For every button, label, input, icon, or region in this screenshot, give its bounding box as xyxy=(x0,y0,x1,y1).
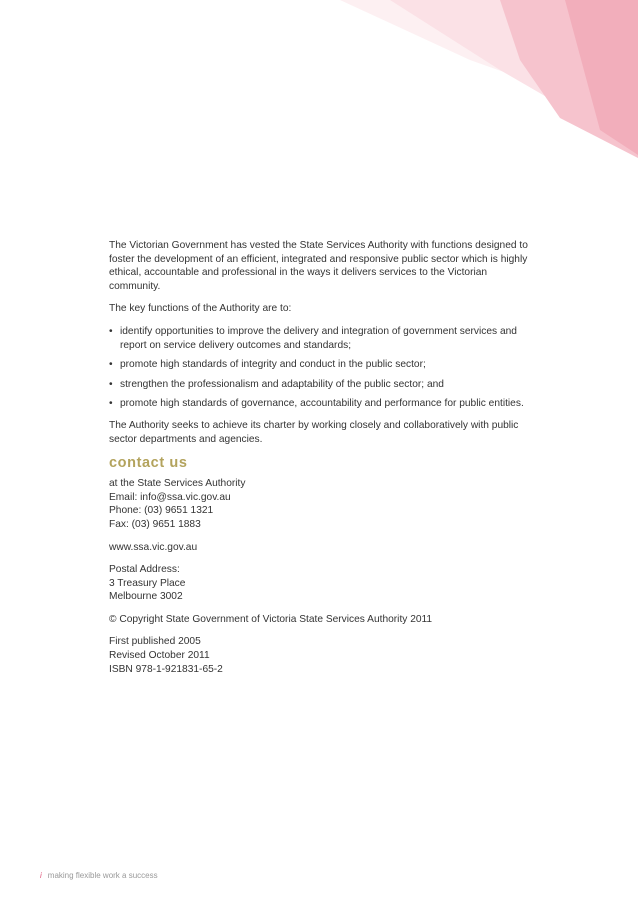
charter-paragraph: The Authority seeks to achieve its charter by working closely and collaboratively with public sector departments and agencies. xyxy=(109,419,519,445)
contact-phone: Phone: (03) 9651 1321 xyxy=(109,505,214,517)
first-published: First published 2005 xyxy=(109,636,201,648)
contact-fax: Fax: (03) 9651 1883 xyxy=(109,518,201,530)
functions-intro: The key functions of the Authority are to: xyxy=(109,303,292,315)
contact-details xyxy=(109,477,529,531)
postal-street: 3 Treasury Place xyxy=(109,577,186,589)
bullet-icon: • xyxy=(109,398,113,410)
isbn: ISBN 978-1-921831-65-2 xyxy=(109,663,223,675)
footer-title: making flexible work a success xyxy=(47,871,158,880)
contact-website-block xyxy=(109,541,529,555)
decorative-swoosh-graphic xyxy=(0,0,638,260)
revised-date: Revised October 2011 xyxy=(109,650,210,662)
copyright-text: © Copyright State Government of Victoria State Services Authority 2011 xyxy=(109,613,433,625)
functions-list xyxy=(109,325,529,411)
list-item: • promote high standards of integrity and conduct in the public sector; xyxy=(109,359,426,371)
publication-info xyxy=(109,635,529,676)
intro-paragraph: The Victorian Government has vested the State Services Authority with functions designed to foster the development of an efficient, integrated and responsive public sector which is highly ethical, accountable and professional in the ways it delivers services to the Victorian community. xyxy=(109,240,528,292)
contact-org: at the State Services Authority xyxy=(109,478,246,490)
postal-label: Postal Address: xyxy=(109,564,180,576)
list-item: • strengthen the professionalism and adaptability of the public sector; and xyxy=(109,378,444,390)
copyright-block xyxy=(109,613,529,627)
postal-address xyxy=(109,563,529,604)
list-item: • promote high standards of governance, accountability and performance for public entities. xyxy=(109,398,524,410)
bullet-icon: • xyxy=(109,359,113,371)
bullet-icon: • xyxy=(109,325,113,337)
page-number: i xyxy=(40,871,42,880)
contact-email: Email: info@ssa.vic.gov.au xyxy=(109,491,231,503)
bullet-icon: • xyxy=(109,378,113,390)
main-content xyxy=(109,239,529,685)
contact-heading: contact us xyxy=(109,455,188,472)
page-footer xyxy=(40,871,158,881)
list-item: • identify opportunities to improve the delivery and integration of government services and report on service delivery outcomes and standards; xyxy=(109,325,517,351)
postal-city: Melbourne 3002 xyxy=(109,591,183,603)
contact-website: www.ssa.vic.gov.au xyxy=(109,541,198,553)
